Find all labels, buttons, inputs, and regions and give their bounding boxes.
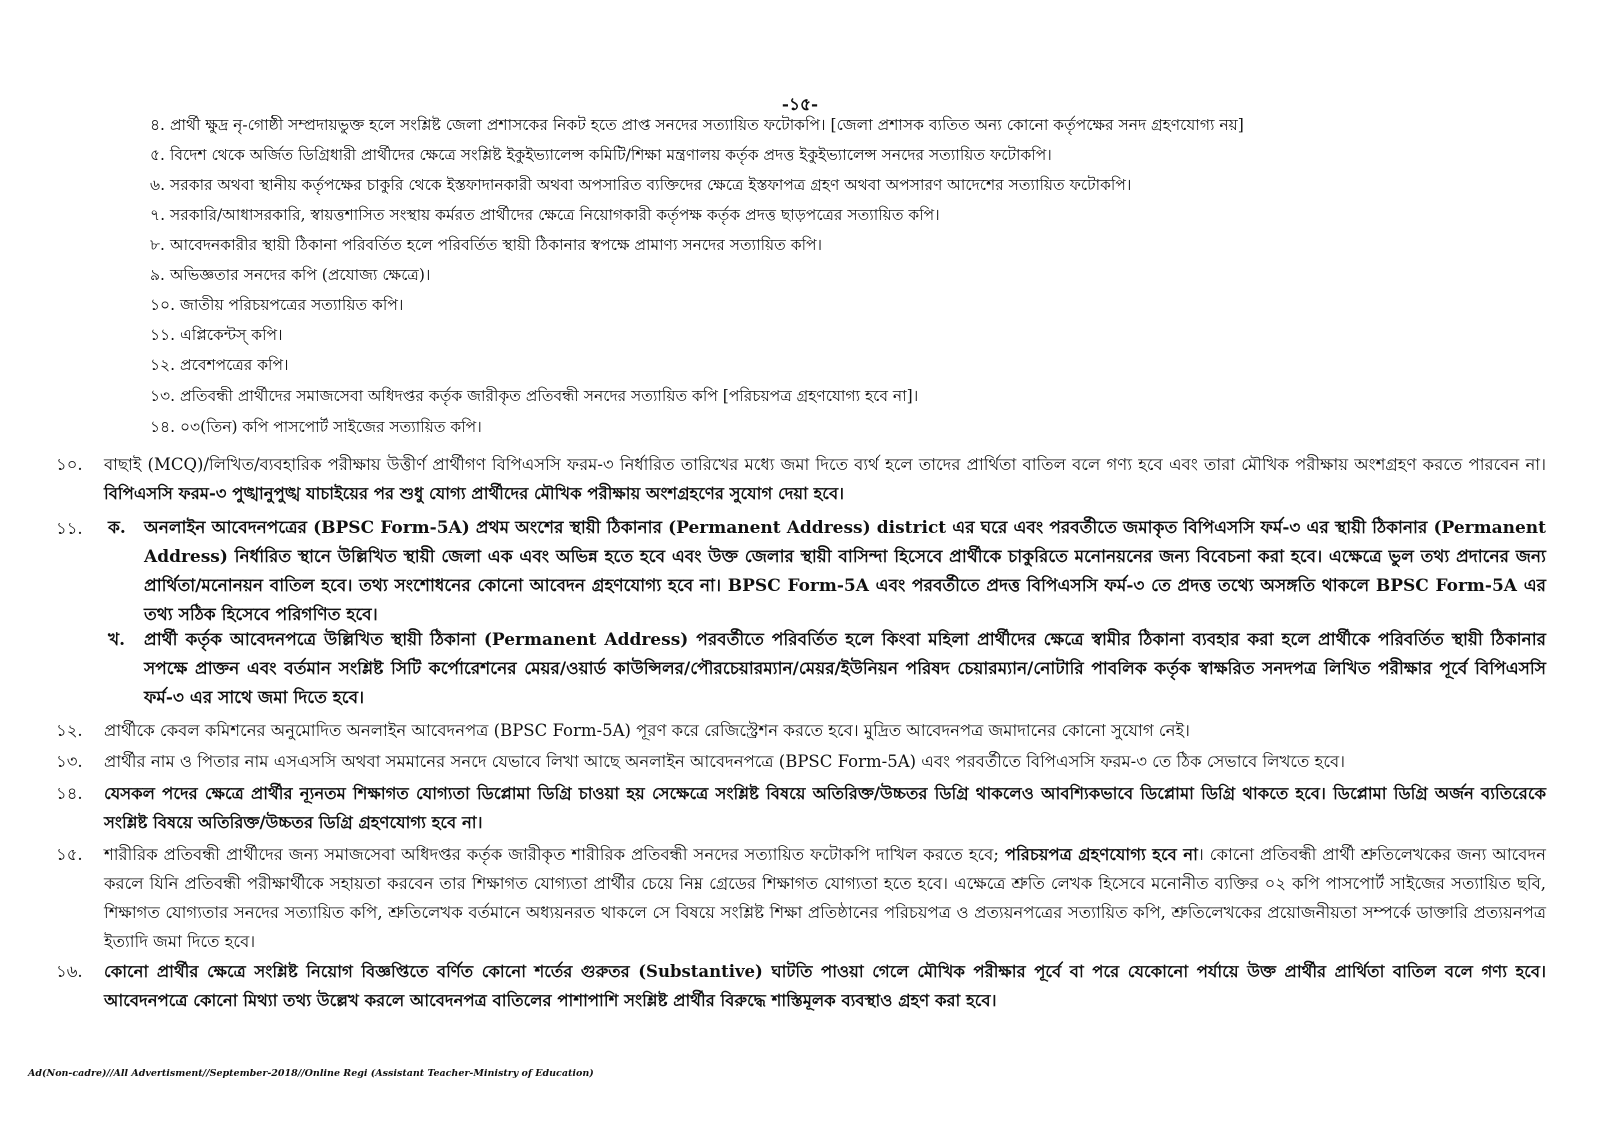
- doc-list-item: ৪. প্রার্থী ক্ষুদ্র নৃ-গোষ্ঠী সম্প্রদায়ভুক্ত হলে সংশ্লিষ্ট জেলা প্রশাসকের নিকট হতে প্রাপ্ত সনদের সত্যায়িত ফটোকপি। [জেলা প্রশাসক ব্যতিত অন্য কোনো কর্তৃপক্ষের সনদ গ্রহণযোগ্য নয়]: [150, 116, 1244, 134]
- doc-list-item: ৭. সরকারি/আধাসরকারি, স্বায়ত্তশাসিত সংস্থায় কর্মরত প্রার্থীদের ক্ষেত্রে নিয়োগকারী কর্তৃপক্ষ কর্তৃক প্রদত্ত ছাড়পত্রের সত্যায়িত কপি।: [150, 206, 940, 224]
- clause-number: ১৪.: [56, 784, 83, 803]
- clause-number: ১০.: [56, 455, 83, 474]
- clause-text: প্রার্থীকে কেবল কমিশনের অনুমোদিত অনলাইন আবেদনপত্র (BPSC Form-5A) পূরণ করে রেজিস্ট্রেশন করতে হবে। মুদ্রিত আবেদনপত্র জমাদানের কোনো সুযোগ নেই।: [104, 721, 1190, 740]
- clause-16: [56, 957, 1546, 1017]
- clause-text: প্রার্থীর নাম ও পিতার নাম এসএসসি অথবা সমমানের সনদে যেভাবে লিখা আছে অনলাইন আবেদনপত্রে (BPSC Form-5A) এবং পরবর্তীতে বিপিএসসি ফরম-৩ তে ঠিক সেভাবে লিখতে হবে।: [104, 752, 1346, 771]
- clause-11-kha: [108, 626, 1546, 716]
- clause-10: [56, 450, 1546, 510]
- doc-list-item: ৬. সরকার অথবা স্থানীয় কর্তৃপক্ষের চাকুরি থেকে ইস্তফাদানকারী অথবা অপসারিত ব্যক্তিদের ক্ষেত্রে ইস্তফাপত্র গ্রহণ অথবা অপসারণ আদেশের সত্যায়িত ফটোকপি।: [150, 176, 1132, 194]
- clause-number: ১৬.: [56, 962, 83, 981]
- doc-list-item: ১১. এপ্লিকেন্টস্ কপি।: [150, 326, 283, 344]
- doc-list-item: ১৩. প্রতিবন্ধী প্রার্থীদের সমাজসেবা অধিদপ্তর কর্তৃক জারীকৃত প্রতিবন্ধী সনদের সত্যায়িত কপি [পরিচয়পত্র গ্রহণযোগ্য হবে না]।: [150, 387, 919, 405]
- doc-list-item: ১০. জাতীয় পরিচয়পত্রের সত্যায়িত কপি।: [150, 296, 404, 314]
- clause-12: [56, 716, 1546, 746]
- footer-reference: Ad(Non-cadre)//All Advertisment//September-2018//Online Regi (Assistant Teacher-Ministry of Education): [28, 1068, 594, 1079]
- clause-number: ১২.: [56, 721, 83, 740]
- doc-list-item: ১২. প্রবেশপত্রের কপি।: [150, 356, 289, 374]
- clause-number: ১৫.: [56, 845, 83, 864]
- clause-text: যেসকল পদের ক্ষেত্রে প্রার্থীর ন্যূনতম শিক্ষাগত যোগ্যতা ডিপ্লোমা ডিগ্রি চাওয়া হয় সেক্ষেত্রে সংশ্লিষ্ট বিষয়ে অতিরিক্ত/উচ্চতর ডিগ্রি থাকলেও আবশ্যিকভাবে ডিপ্লোমা ডিগ্রি থাকতে হবে। ডিপ্লোমা ডিগ্রি অর্জন ব্যতিরেকে সংশ্লিষ্ট বিষয়ে অতিরিক্ত/উচ্চতর ডিগ্রি গ্রহণযোগ্য হবে না।: [104, 784, 1546, 832]
- clause-15: [56, 840, 1546, 956]
- clause-number: ১১.: [56, 519, 83, 538]
- sub-clause-mark: খ.: [108, 630, 126, 650]
- clause-11-ka: [108, 514, 1546, 632]
- doc-list-item: ৮. আবেদনকারীর স্থায়ী ঠিকানা পরিবর্তিত হলে পরিবর্তিত স্থায়ী ঠিকানার স্বপক্ষে প্রামাণ্য সনদের সত্যায়িত কপি।: [150, 236, 823, 254]
- page-number: -১৫-: [781, 95, 819, 115]
- clause-text: কোনো প্রার্থীর ক্ষেত্রে সংশ্লিষ্ট নিয়োগ বিজ্ঞপ্তিতে বর্ণিত কোনো শর্তের গুরুতর (Substantive) ঘাটতি পাওয়া গেলে মৌখিক পরীক্ষার পূর্বে বা পরে যেকোনো পর্যায়ে উক্ত প্রার্থীর প্রার্থিতা বাতিল বলে গণ্য হবে। আবেদনপত্রে কোনো মিথ্যা তথ্য উল্লেখ করলে আবেদনপত্র বাতিলের পাশাপাশি সংশ্লিষ্ট প্রার্থীর বিরুদ্ধে শাস্তিমূলক ব্যবস্থাও গ্রহণ করা হবে।: [104, 962, 1546, 1010]
- clause-number: ১৩.: [56, 752, 83, 771]
- sub-clause-mark: ক.: [108, 518, 126, 538]
- clause-text: শারীরিক প্রতিবন্ধী প্রার্থীদের জন্য সমাজসেবা অধিদপ্তর কর্তৃক জারীকৃত শারীরিক প্রতিবন্ধী সনদের সত্যায়িত ফটোকপি দাখিল করতে হবে; পরিচয়পত্র গ্রহণযোগ্য হবে না। কোনো প্রতিবন্ধী প্রার্থী শ্রুতিলেখকের জন্য আবেদন করলে যিনি প্রতিবন্ধী পরীক্ষার্থীকে সহায়তা করবেন তার শিক্ষাগত যোগ্যতা প্রার্থীর চেয়ে নিম্ন গ্রেডের শিক্ষাগত যোগ্যতা হতে হবে। এক্ষেত্রে শ্রুতি লেখক হিসেবে মনোনীত ব্যক্তির ০২ কপি পাসপোর্ট সাইজের সত্যায়িত ছবি, শিক্ষাগত যোগ্যতার সনদের সত্যায়িত কপি, শ্রুতিলেখক বর্তমানে অধ্যয়নরত থাকলে সে বিষয়ে সংশ্লিষ্ট শিক্ষা প্রতিষ্ঠানের পরিচয়পত্র ও প্রত্যয়নপত্রের সত্যায়িত কপি, শ্রুতিলেখকের প্রয়োজনীয়তা সম্পর্কে ডাক্তারি প্রত্যয়নপত্র ইত্যাদি জমা দিতে হবে।: [104, 845, 1546, 951]
- clause-13: [56, 747, 1546, 777]
- sub-clause-text: অনলাইন আবেদনপত্রের (BPSC Form-5A) প্রথম অংশের স্থায়ী ঠিকানার (Permanent Address) district এর ঘরে এবং পরবর্তীতে জমাকৃত বিপিএসসি ফর্ম-৩ এর স্থায়ী ঠিকানার (Permanent Address) নির্ধারিত স্থানে উল্লিখিত স্থায়ী জেলা এক এবং অভিন্ন হতে হবে এবং উক্ত জেলার স্থায়ী বাসিন্দা হিসেবে প্রার্থীকে চাকুরিতে মনোনয়নের জন্য বিবেচনা করা হবে। এক্ষেত্রে ভুল তথ্য প্রদানের জন্য প্রার্থিতা/মনোনয়ন বাতিল হবে। তথ্য সংশোধনের কোনো আবেদন গ্রহণযোগ্য হবে না। BPSC Form-5A এবং পরবর্তীতে প্রদত্ত বিপিএসসি ফর্ম-৩ তে প্রদত্ত তথ্যে অসঙ্গতি থাকলে BPSC Form-5A এর তথ্য সঠিক হিসেবে পরিগণিত হবে।: [144, 518, 1546, 625]
- sub-clause-text: প্রার্থী কর্তৃক আবেদনপত্রে উল্লিখিত স্থায়ী ঠিকানা (Permanent Address) পরবর্তীতে পরিবর্তিত হলে কিংবা মহিলা প্রার্থীদের ক্ষেত্রে স্বামীর ঠিকানা ব্যবহার করা হলে প্রার্থীকে পরিবর্তিত স্থায়ী ঠিকানার সপক্ষে প্রাক্তন এবং বর্তমান সংশ্লিষ্ট সিটি কর্পোরেশনের মেয়র/ওয়ার্ড কাউন্সিলর/পৌরচেয়ারম্যান/মেয়র/ইউনিয়ন পরিষদ চেয়ারম্যান/নোটারি পাবলিক কর্তৃক স্বাক্ষরিত সনদপত্র লিখিত পরীক্ষার পূর্বে বিপিএসসি ফর্ম-৩ এর সাথে জমা দিতে হবে।: [144, 630, 1546, 708]
- clause-14: [56, 779, 1546, 839]
- doc-list-item: ৯. অভিজ্ঞতার সনদের কপি (প্রযোজ্য ক্ষেত্রে)।: [150, 266, 431, 284]
- doc-list-item: ৫. বিদেশ থেকে অর্জিত ডিগ্রিধারী প্রার্থীদের ক্ষেত্রে সংশ্লিষ্ট ইকুইভ্যালেন্স কমিটি/শিক্ষা মন্ত্রণালয় কর্তৃক প্রদত্ত ইকুইভ্যালেন্স সনদের সত্যায়িত ফটোকপি।: [150, 146, 1052, 164]
- doc-list-item: ১৪. ০৩(তিন) কপি পাসপোর্ট সাইজের সত্যায়িত কপি।: [150, 418, 482, 436]
- clause-text: বাছাই (MCQ)/লিখিত/ব্যবহারিক পরীক্ষায় উত্তীর্ণ প্রার্থীগণ বিপিএসসি ফরম-৩ নির্ধারিত তারিখের মধ্যে জমা দিতে ব্যর্থ হলে তাদের প্রার্থিতা বাতিল বলে গণ্য হবে এবং তারা মৌখিক পরীক্ষায় অংশগ্রহণ করতে পারবেন না। বিপিএসসি ফরম-৩ পুঙ্খানুপুঙ্খ যাচাইয়ের পর শুধু যোগ্য প্রার্থীদের মৌখিক পরীক্ষায় অংশগ্রহণের সুযোগ দেয়া হবে।: [104, 455, 1546, 503]
